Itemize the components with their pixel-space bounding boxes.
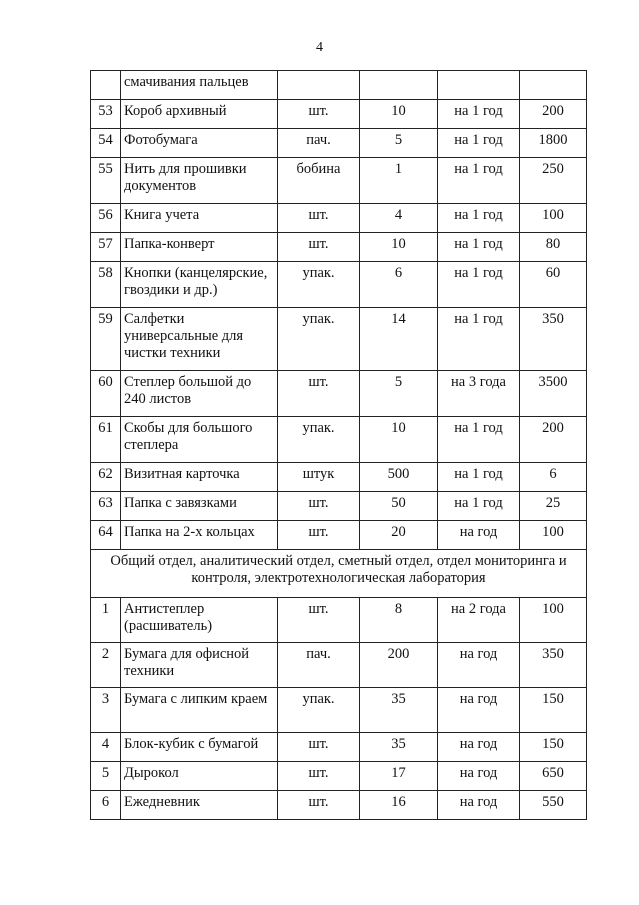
cell-name: Салфетки универсальные для чистки техники <box>121 308 278 371</box>
cell-unit: шт. <box>278 733 360 762</box>
table-row <box>91 371 587 417</box>
cell-qty: 4 <box>360 204 438 233</box>
cell-qty: 5 <box>360 129 438 158</box>
cell-period: на год <box>438 521 520 550</box>
cell-qty: 10 <box>360 417 438 463</box>
cell-price: 350 <box>520 643 587 688</box>
cell-num: 55 <box>91 158 121 204</box>
cell-qty: 1 <box>360 158 438 204</box>
table-row <box>91 463 587 492</box>
cell-price: 80 <box>520 233 587 262</box>
table-row <box>91 688 587 733</box>
cell-qty: 35 <box>360 688 438 733</box>
table-row <box>91 129 587 158</box>
table-row <box>91 733 587 762</box>
cell-unit: шт. <box>278 492 360 521</box>
table-row <box>91 492 587 521</box>
cell-period <box>438 71 520 100</box>
table-row <box>91 158 587 204</box>
cell-price: 200 <box>520 417 587 463</box>
cell-unit: шт. <box>278 204 360 233</box>
cell-unit: пач. <box>278 129 360 158</box>
cell-name: Короб архивный <box>121 100 278 129</box>
cell-qty: 5 <box>360 371 438 417</box>
cell-num: 6 <box>91 791 121 820</box>
cell-qty: 500 <box>360 463 438 492</box>
cell-qty: 6 <box>360 262 438 308</box>
cell-qty <box>360 71 438 100</box>
cell-period: на 1 год <box>438 204 520 233</box>
table-row <box>91 204 587 233</box>
cell-qty: 14 <box>360 308 438 371</box>
cell-num: 5 <box>91 762 121 791</box>
cell-period: на 1 год <box>438 262 520 308</box>
cell-unit: шт. <box>278 598 360 643</box>
cell-unit: шт. <box>278 521 360 550</box>
table-row <box>91 762 587 791</box>
cell-price: 350 <box>520 308 587 371</box>
cell-period: на год <box>438 762 520 791</box>
cell-num: 60 <box>91 371 121 417</box>
cell-qty: 8 <box>360 598 438 643</box>
cell-qty: 50 <box>360 492 438 521</box>
table-row <box>91 100 587 129</box>
cell-unit: упак. <box>278 688 360 733</box>
cell-period: на год <box>438 733 520 762</box>
cell-qty: 20 <box>360 521 438 550</box>
cell-num: 56 <box>91 204 121 233</box>
cell-qty: 35 <box>360 733 438 762</box>
cell-name: смачивания пальцев <box>121 71 278 100</box>
cell-period: на 1 год <box>438 492 520 521</box>
cell-price: 25 <box>520 492 587 521</box>
supplies-table-body <box>91 71 587 820</box>
cell-unit: шт. <box>278 371 360 417</box>
cell-name: Антистеплер (расшиватель) <box>121 598 278 643</box>
cell-num: 64 <box>91 521 121 550</box>
cell-qty: 16 <box>360 791 438 820</box>
cell-num: 53 <box>91 100 121 129</box>
cell-num: 2 <box>91 643 121 688</box>
table-row <box>91 308 587 371</box>
cell-qty: 10 <box>360 233 438 262</box>
table-row <box>91 521 587 550</box>
cell-name: Нить для прошивки документов <box>121 158 278 204</box>
cell-name: Дырокол <box>121 762 278 791</box>
cell-num: 61 <box>91 417 121 463</box>
cell-name: Папка с завязками <box>121 492 278 521</box>
cell-price: 3500 <box>520 371 587 417</box>
table-row <box>91 791 587 820</box>
table-row <box>91 598 587 643</box>
cell-price: 150 <box>520 688 587 733</box>
cell-price: 250 <box>520 158 587 204</box>
table-row <box>91 417 587 463</box>
cell-num: 63 <box>91 492 121 521</box>
cell-period: на 1 год <box>438 100 520 129</box>
cell-num: 58 <box>91 262 121 308</box>
cell-name: Ежедневник <box>121 791 278 820</box>
cell-price: 100 <box>520 521 587 550</box>
cell-name: Бумага с липким краем <box>121 688 278 733</box>
cell-num <box>91 71 121 100</box>
cell-unit: упак. <box>278 262 360 308</box>
cell-period: на 3 года <box>438 371 520 417</box>
cell-num: 62 <box>91 463 121 492</box>
cell-num: 57 <box>91 233 121 262</box>
table-row <box>91 643 587 688</box>
cell-unit: шт. <box>278 233 360 262</box>
page-number: 4 <box>316 40 323 55</box>
cell-period: на 2 года <box>438 598 520 643</box>
cell-name: Бумага для офисной техники <box>121 643 278 688</box>
cell-unit: штук <box>278 463 360 492</box>
table-row <box>91 262 587 308</box>
cell-unit: упак. <box>278 417 360 463</box>
cell-name: Кнопки (канцелярские, гвоздики и др.) <box>121 262 278 308</box>
cell-qty: 10 <box>360 100 438 129</box>
cell-num: 59 <box>91 308 121 371</box>
cell-unit: шт. <box>278 762 360 791</box>
cell-price: 6 <box>520 463 587 492</box>
cell-price: 100 <box>520 204 587 233</box>
cell-price: 1800 <box>520 129 587 158</box>
cell-period: на год <box>438 791 520 820</box>
cell-unit: шт. <box>278 100 360 129</box>
section-header-row <box>91 550 587 598</box>
cell-period: на 1 год <box>438 417 520 463</box>
cell-period: на 1 год <box>438 233 520 262</box>
cell-name: Визитная карточка <box>121 463 278 492</box>
table-row <box>91 71 587 100</box>
cell-price: 60 <box>520 262 587 308</box>
cell-period: на 1 год <box>438 158 520 204</box>
cell-period: на год <box>438 643 520 688</box>
cell-name: Скобы для большого степлера <box>121 417 278 463</box>
cell-price: 200 <box>520 100 587 129</box>
supplies-table <box>90 70 587 820</box>
cell-price <box>520 71 587 100</box>
cell-price: 100 <box>520 598 587 643</box>
cell-period: на 1 год <box>438 129 520 158</box>
cell-name: Папка на 2-х кольцах <box>121 521 278 550</box>
cell-unit: упак. <box>278 308 360 371</box>
cell-name: Книга учета <box>121 204 278 233</box>
cell-unit <box>278 71 360 100</box>
cell-num: 4 <box>91 733 121 762</box>
cell-unit: пач. <box>278 643 360 688</box>
cell-name: Папка-конверт <box>121 233 278 262</box>
cell-period: на 1 год <box>438 308 520 371</box>
cell-num: 54 <box>91 129 121 158</box>
section-title: Общий отдел, аналитический отдел, сметный отдел, отдел мониторинга и контроля, электротехнологическая лаборатория <box>91 550 587 598</box>
cell-name: Фотобумага <box>121 129 278 158</box>
cell-period: на 1 год <box>438 463 520 492</box>
cell-price: 150 <box>520 733 587 762</box>
cell-period: на год <box>438 688 520 733</box>
cell-unit: шт. <box>278 791 360 820</box>
cell-num: 1 <box>91 598 121 643</box>
cell-qty: 200 <box>360 643 438 688</box>
cell-name: Степлер большой до 240 листов <box>121 371 278 417</box>
table-row <box>91 233 587 262</box>
cell-name: Блок-кубик с бумагой <box>121 733 278 762</box>
cell-price: 650 <box>520 762 587 791</box>
cell-unit: бобина <box>278 158 360 204</box>
cell-qty: 17 <box>360 762 438 791</box>
cell-num: 3 <box>91 688 121 733</box>
cell-price: 550 <box>520 791 587 820</box>
